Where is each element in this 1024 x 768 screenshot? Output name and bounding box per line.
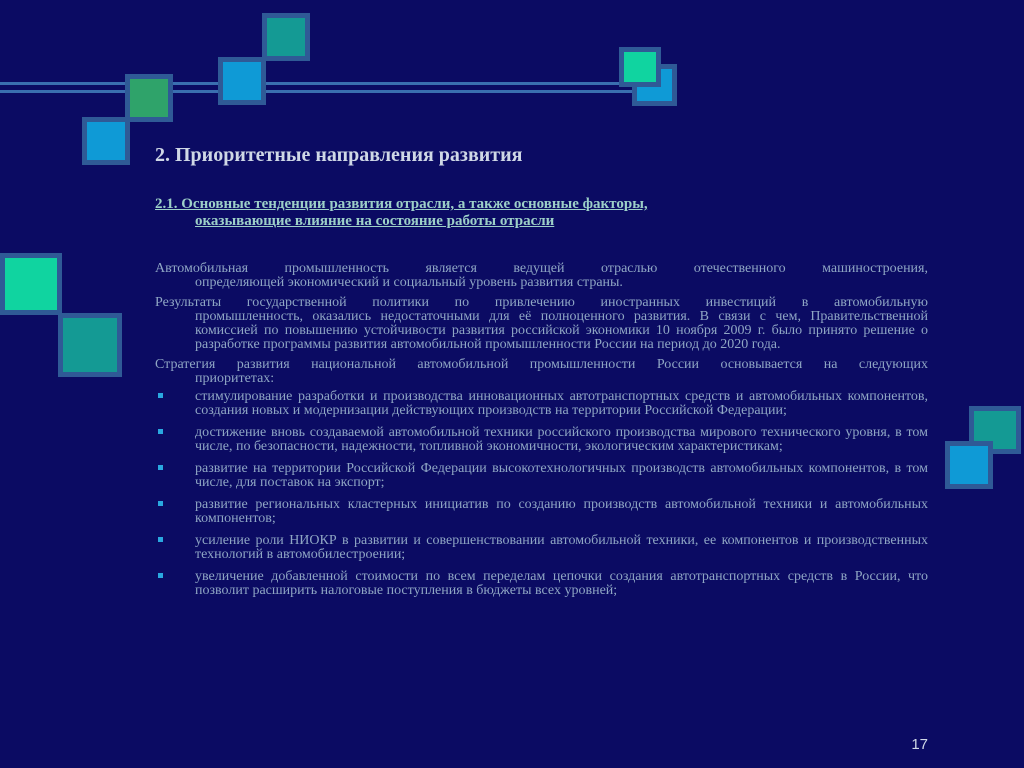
list-item (155, 462, 928, 490)
bullet-icon (158, 501, 163, 506)
list-item (155, 498, 928, 526)
list-item-text: усиление роли НИОКР в развитии и совершенствовании автомобильной техники, ее компонентов и производственных технологий в автомобилестроении; (195, 533, 928, 562)
list-item (155, 570, 928, 598)
paragraph (155, 262, 928, 290)
bullet-icon (158, 393, 163, 398)
priority-list (155, 390, 928, 598)
list-item (155, 390, 928, 418)
subtitle-line-1: 2.1. Основные тенденции развития отрасли, а также основные факторы, (155, 196, 648, 212)
page-number: 17 (911, 736, 928, 753)
bullet-icon (158, 465, 163, 470)
paragraph-first-line: Результаты государственной политики по привлечению иностранных инвестиций в автомобильную (155, 295, 928, 310)
paragraph-first-line: Стратегия развития национальной автомобильной промышленности России основывается на следующих (155, 357, 928, 372)
decorative-square (0, 253, 62, 315)
bullet-icon (158, 537, 163, 542)
decorative-square (945, 441, 993, 489)
decorative-square (58, 313, 122, 377)
decorative-line-bottom (0, 90, 640, 93)
paragraph-continuation: приоритетах: (195, 371, 275, 386)
list-item-text: развитие на территории Российской Федерации высокотехнологичных производств автомобильных компонентов, в том числе, для поставок на экспорт; (195, 461, 928, 490)
decorative-square (262, 13, 310, 61)
paragraph-continuation: определяющей экономический и социальный уровень развития страны. (195, 275, 623, 290)
decorative-square (218, 57, 266, 105)
subtitle-line-2: оказывающие влияние на состояние работы отрасли (195, 213, 555, 229)
slide-title: 2. Приоритетные направления развития (155, 144, 523, 166)
list-item-text: увеличение добавленной стоимости по всем переделам цепочки создания автотранспортных средств в России, что позволит расширить налоговые поступления в бюджеты всех уровней; (195, 569, 928, 598)
decorative-square (619, 47, 661, 87)
list-item (155, 534, 928, 562)
bullet-icon (158, 429, 163, 434)
decorative-line-top (0, 82, 640, 85)
list-item (155, 426, 928, 454)
list-item-text: достижение вновь создаваемой автомобильной техники российского производства мирового технического уровня, в том числе, по безопасности, надежности, топливной экономичности, экологическим характеристикам; (195, 425, 928, 454)
paragraph-first-line: Автомобильная промышленность является ведущей отраслью отечественного машиностроения, (155, 261, 928, 276)
list-item-text: развитие региональных кластерных инициатив по созданию производств автомобильной техники и автомобильных компонентов; (195, 497, 928, 526)
decorative-square (125, 74, 173, 122)
paragraph (155, 358, 928, 386)
slide-body (155, 262, 928, 606)
slide-subtitle (155, 196, 855, 230)
list-item-text: стимулирование разработки и производства инновационных автотранспортных средств и автомобильных компонентов, создания новых и модернизации действующих производств на территории Российской Федерации; (195, 389, 928, 418)
paragraph-continuation: промышленность, оказались недостаточными для её полноценного развития. В связи с чем, Правительственной комиссией по повышению устойчивости развития российской экономики 10 ноября 2009 г. было принято решение о разработке программы развития автомобильной промышленности России на период до 2020 года. (195, 309, 928, 352)
bullet-icon (158, 573, 163, 578)
decorative-square (82, 117, 130, 165)
paragraph (155, 296, 928, 352)
